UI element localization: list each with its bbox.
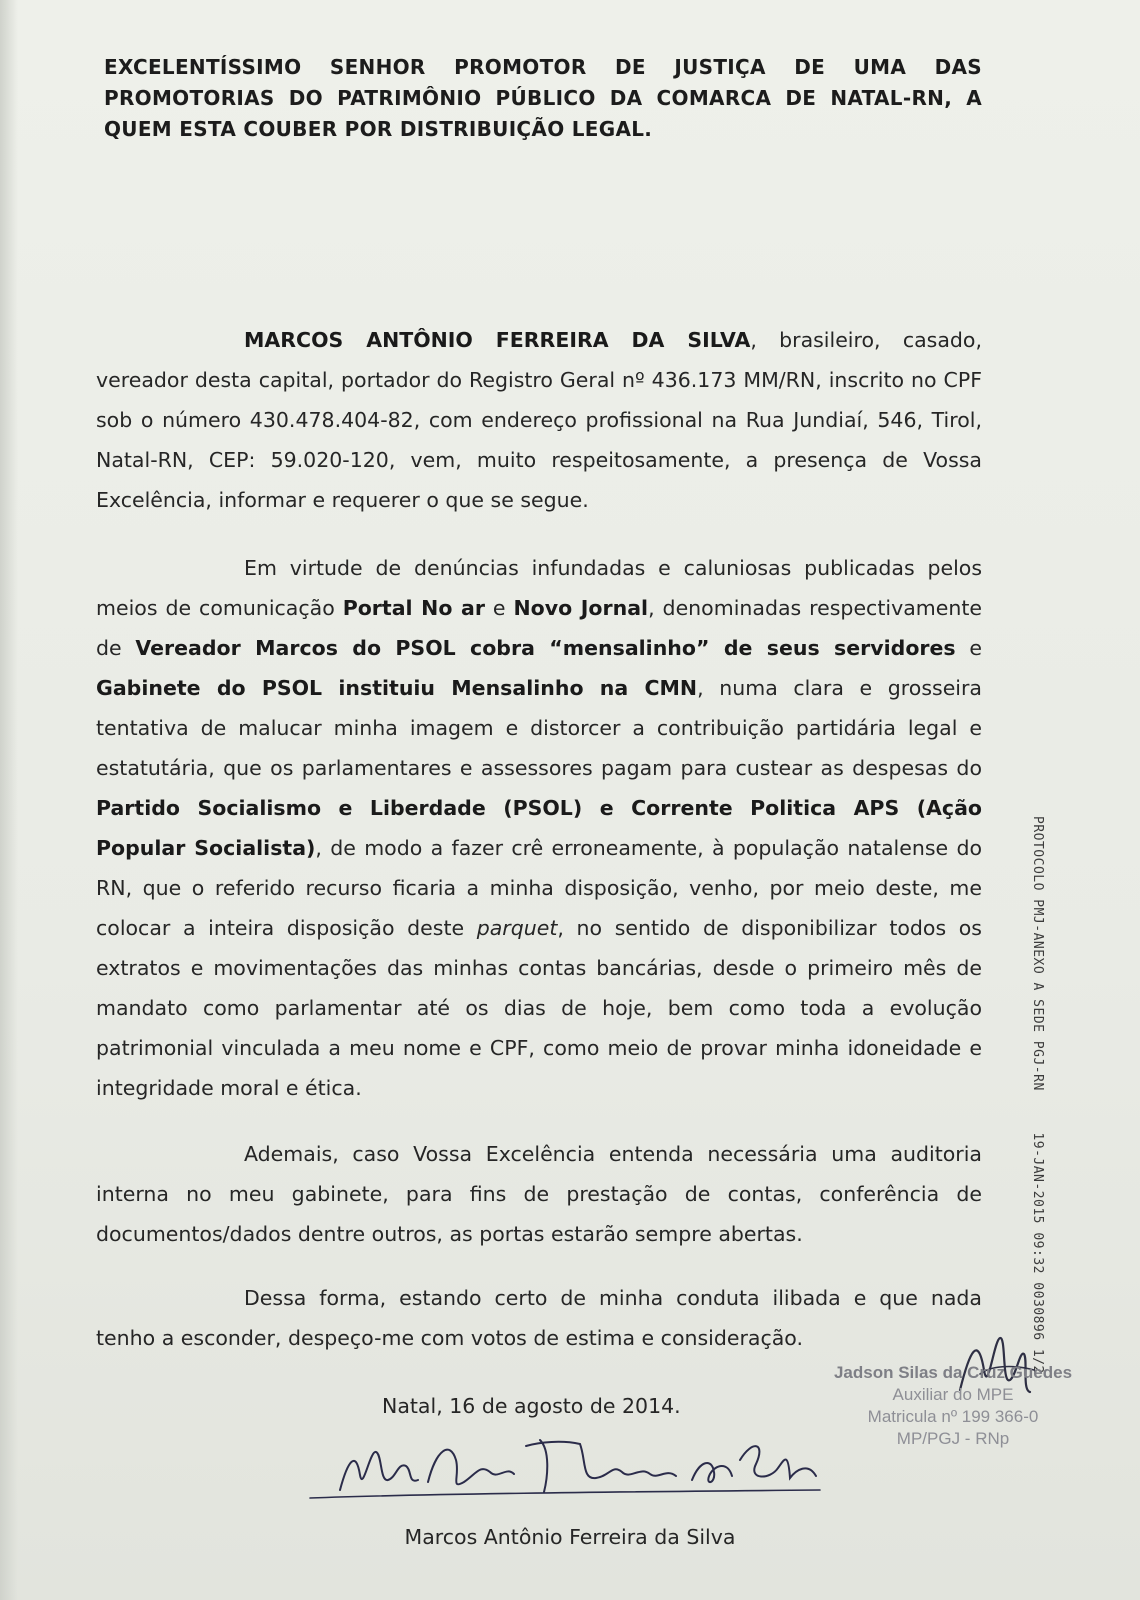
paragraph-closing: Dessa forma, estando certo de minha conduta ilibada e que nada tenho a esconder, despeço-me com votos de estima e consideração.	[96, 1286, 982, 1350]
paragraph-identification	[96, 320, 982, 520]
headline-2: Gabinete do PSOL instituiu Mensalinho na CMN	[96, 676, 698, 700]
stamp-registration: Matricula nº 199 366-0	[867, 1407, 1039, 1426]
complaint-text-1: Em virtude de denúncias infundadas e caluniosas publicadas pelos meios de comunicação	[96, 556, 982, 620]
stamp-name: Jadson Silas da Cruz Guedes	[833, 1363, 1073, 1382]
paragraph-complaint	[96, 548, 982, 1108]
identification-text: , brasileiro, casado, vereador desta capital, portador do Registro Geral nº 436.173 MM/RN, inscrito no CPF sob o número 430.478.404-82, com endereço profissional na Rua Jundiaí, 546, Tirol, Natal-RN, CEP: 59.020-120, vem, muito respeitosamente, a presença de Vossa Excelência, informar e requerer o que se segue.	[96, 328, 982, 512]
stamp-org: MP/PGJ - RNp	[896, 1429, 1010, 1448]
receipt-stamp	[818, 1362, 1088, 1450]
headline-1: Vereador Marcos do PSOL cobra “mensalinho” de seus servidores	[135, 636, 956, 660]
protocol-stamp: PROTOCOLO PMJ-ANEXO A SEDE PGJ-RN 19-JAN-2015 09:32 0030896 1/2	[1030, 816, 1045, 1374]
complaint-text-7: , no sentido de disponibilizar todos os extratos e movimentações das minhas contas bancárias, desde o primeiro mês de mandato como parlamentar até os dias de hoje, bem como toda a evolução patrimonial vinculada a meu nome e CPF, como meio de provar minha idoneidade e integridade moral e ética.	[96, 916, 982, 1100]
document-body	[96, 320, 982, 1380]
addressee-heading: EXCELENTÍSSIMO SENHOR PROMOTOR DE JUSTIÇA DE UMA DAS PROMOTORIAS DO PATRIMÔNIO PÚBLICO DA COMARCA DE NATAL-RN, A QUEM ESTA COUBER POR DISTRIBUIÇÃO LEGAL.	[104, 55, 982, 141]
complaint-text-3: , denominadas respectivamente de	[96, 596, 982, 660]
handwritten-signature	[300, 1420, 840, 1520]
complaint-text-6: , de modo a fazer crê erroneamente, à população natalense do RN, que o referido recurso ficaria a minha disposição, venho, por meio deste, me colocar a inteira disposição deste	[96, 836, 983, 940]
complaint-text-4: e	[955, 636, 982, 660]
signer-name: Marcos Antônio Ferreira da Silva	[404, 1525, 736, 1549]
date-line: Natal, 16 de agosto de 2014.	[382, 1394, 681, 1418]
petitioner-name: MARCOS ANTÔNIO FERREIRA DA SILVA	[244, 328, 751, 352]
paragraph-audit: Ademais, caso Vossa Excelência entenda necessária uma auditoria interna no meu gabinete, para fins de prestação de contas, conferência de documentos/dados dentre outros, as portas estarão sempre abertas.	[96, 1142, 982, 1246]
complaint-text-2: e	[484, 596, 514, 620]
stamp-role: Auxiliar do MPE	[892, 1385, 1014, 1404]
complaint-text-5: , numa clara e grosseira tentativa de malucar minha imagem e distorcer a contribuição partidária legal e estatutária, que os parlamentares e assessores pagam para custear as despesas do	[96, 676, 982, 780]
party-name: Partido Socialismo e Liberdade (PSOL) e Corrente Politica APS (Ação Popular Socialista)	[96, 796, 982, 860]
parquet-term: parquet	[476, 916, 558, 940]
outlet-portal-no-ar: Portal No ar	[342, 596, 485, 620]
outlet-novo-jornal: Novo Jornal	[513, 596, 649, 620]
